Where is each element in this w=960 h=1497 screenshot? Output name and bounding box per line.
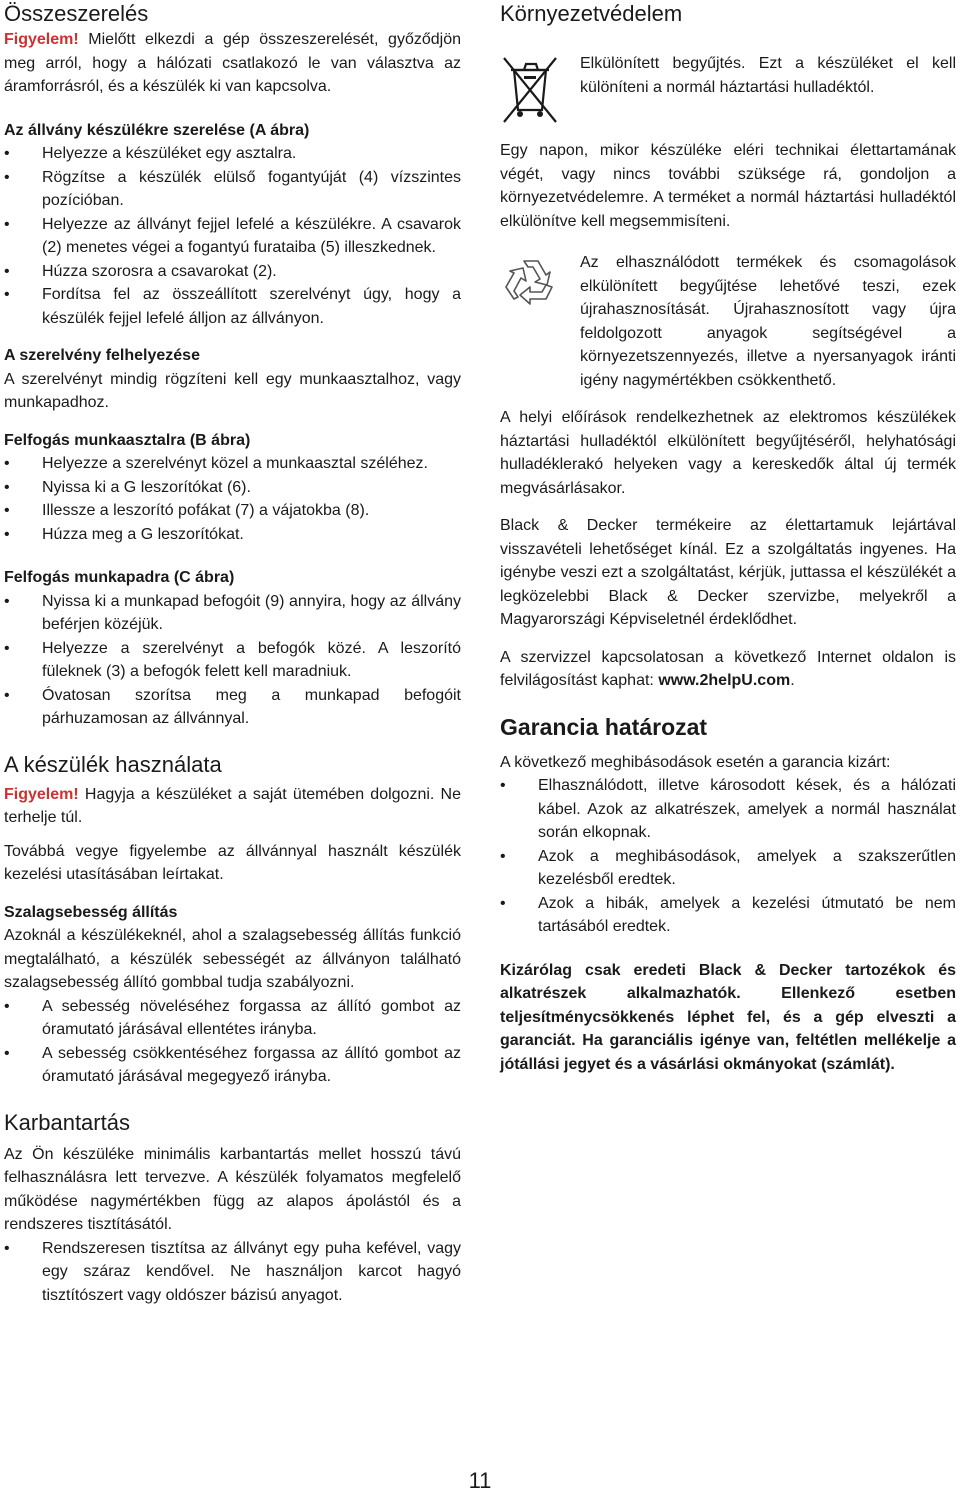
environment-text-1: Egy napon, mikor készüléke eléri technikai élettartamának végét, vagy nincs további szüksége rá, gondoljon a környezetvédelemre. A terméket a normál háztartási hulladéktól elkülönítve kell megsemmisíteni.	[500, 142, 956, 230]
environment-text-4	[500, 646, 956, 693]
table-heading: Felfogás munkaasztalra (B ábra)	[4, 431, 251, 449]
list-item: • Rendszeresen tisztítsa az állványt egy puha kefével, vagy egy száraz kendővel. Ne használjon karcot hagyó tisztítószert vagy oldószer bázisú anyagot.	[4, 1237, 461, 1308]
list-item: • Nyissa ki a munkapad befogóit (9) annyira, hogy az állvány beférjen közéjük.	[4, 590, 461, 637]
list-item: • Helyezze az állványt fejjel lefelé a készülékre. A csavarok (2) menetes végei a fogantyú furataiba (5) illeszkednek.	[4, 213, 461, 260]
list-item: • Fordítsa fel az összeállított szerelvényt úgy, hogy a készülék fejjel lefelé álljon az állványon.	[4, 283, 461, 330]
use-title: A készülék használata	[4, 751, 222, 777]
list-item: • Rögzítse a készülék elülső fogantyúját (4) vízszintes pozícióban.	[4, 166, 461, 213]
warning-label: Figyelem!	[4, 785, 79, 803]
right-column	[500, 0, 956, 1076]
period: .	[790, 672, 795, 689]
use-warning	[4, 783, 461, 830]
environment-title: Környezetvédelem	[500, 1, 683, 26]
table-list	[4, 452, 461, 546]
warranty-intro: A következő meghibásodások esetén a garancia kizárt:	[500, 753, 891, 771]
warranty-title: Garancia határozat	[500, 713, 708, 740]
list-item: • A sebesség növeléséhez forgassa az állító gombot az óramutató járásával ellentétes irányba.	[4, 995, 461, 1042]
assembly-title: Összeszerelés	[4, 1, 149, 26]
maintenance-title: Karbantartás	[4, 1109, 130, 1135]
environment-text-3: Black & Decker termékeire az élettartamuk lejártával visszavételi lehetőséget kínál. Ez a szolgáltatás ingyenes. Ha igénybe veszi ezt a szolgáltatást, kérjük, juttassa el készülékét a legközelebbi Black & Decker szervizbe, melyekről a Magyarországi Képviseletnél érdeklődhet.	[500, 517, 956, 628]
service-text: A szervizzel kapcsolatosan a következő Internet oldalon is felvilágosítást kaphat:	[500, 648, 956, 689]
speed-text: Azoknál a készülékeknél, ahol a szalagsebesség állítás funkció megtalálható, a készülék sebességét az állványon található szalagsebesség állító gombbal tudja szabályozni.	[4, 927, 461, 991]
warning-text: Hagyja a készüléket a saját ütemében dolgozni. Ne terhelje túl.	[4, 785, 461, 826]
weee-block	[500, 52, 956, 99]
service-link[interactable]: www.2helpU.com	[658, 672, 791, 689]
stand-list	[4, 142, 461, 330]
mount-heading: A szerelvény felhelyezése	[4, 347, 200, 364]
speed-list	[4, 995, 461, 1089]
left-column	[4, 0, 461, 1307]
environment-text-2: A helyi előírások rendelkezhetnek az elektromos készülékek háztartási hulladéktól elkülönített begyűjtéséről, helyhatósági hulladéklerakó helyeken vagy a kereskedők által új termék megvásárlásakor.	[500, 409, 956, 497]
crossed-out-wheelie-bin-icon	[500, 52, 562, 134]
bench-heading: Felfogás munkapadra (C ábra)	[4, 569, 235, 586]
use-text: Továbbá vegye figyelembe az állvánnyal használt készülék kezelési utasításában leírtakat.	[4, 842, 461, 883]
maintenance-list	[4, 1237, 461, 1308]
recycle-text: Az elhasználódott termékek és csomagolások elkülönített begyűjtése lehetővé teszi, ezek újrahasznosítását. Újrahasznosított vagy újra feldolgozott anyagok segítségével a környezetszennyezés, illetve a nyersanyagok iránti igény nagymértékben csökkenthető.	[580, 254, 956, 389]
page-number: 11	[468, 1468, 492, 1493]
recycle-block	[500, 251, 956, 392]
list-item: • Helyezze a szerelvényt a befogók közé. A leszorító füleknek (3) a befogók felett kell maradniuk.	[4, 637, 461, 684]
list-item: • Húzza szorosra a csavarokat (2).	[4, 260, 461, 284]
list-item: • Helyezze a szerelvényt közel a munkaasztal széléhez.	[4, 452, 461, 476]
warning-text: Mielőtt elkezdi a gép összeszerelését, győződjön meg arról, hogy a hálózati csatlakozó le van választva az áramforrásról, és a készülék ki van kapcsolva.	[4, 31, 461, 95]
weee-text: Elkülönített begyűjtés. Ezt a készüléket el kell különíteni a normál háztartási hulladéktól.	[580, 55, 956, 96]
mount-text: A szerelvényt mindig rögzíteni kell egy munkaasztalhoz, vagy munkapadhoz.	[4, 370, 461, 411]
list-item: • Illessze a leszorító pofákat (7) a vájatokba (8).	[4, 499, 461, 523]
warning-label: Figyelem!	[4, 31, 79, 48]
list-item: • Elhasználódott, illetve károsodott kések, és a hálózati kábel. Azok az alkatrészek, amelyek a normál használat során elkopnak.	[500, 774, 956, 845]
speed-heading: Szalagsebesség állítás	[4, 903, 178, 921]
list-item: • Helyezze a készüléket egy asztalra.	[4, 142, 461, 166]
maintenance-text: Az Ön készüléke minimális karbantartás mellet hosszú távú felhasználásra lett tervezve. A készülék folyamatos megfelelő működése nagymértékben függ az alapos ápolástól és a rendszeres tisztításától.	[4, 1145, 461, 1233]
list-item: • Óvatosan szorítsa meg a munkapad befogóit párhuzamosan az állvánnyal.	[4, 684, 461, 731]
assembly-warning	[4, 28, 461, 99]
warranty-list	[500, 774, 956, 939]
list-item: • A sebesség csökkentéséhez forgassa az állító gombot az óramutató járásával megegyező irányba.	[4, 1042, 461, 1089]
warranty-bold-text: Kizárólag csak eredeti Black & Decker tartozékok és alkatrészek alkalmazhatók. Ellenkező esetben teljesítménycsökkenés léphet fel, és a gép elveszti a garanciát. Ha garanciális igénye van, feltétlen mellékelje a jótállási jegyet és a vásárlási okmányokat (számlát).	[500, 961, 956, 1073]
recycling-arrows-icon	[500, 255, 562, 319]
list-item: • Azok a hibák, amelyek a kezelési útmutató be nem tartásából eredtek.	[500, 892, 956, 939]
stand-heading: Az állvány készülékre szerelése (A ábra)	[4, 121, 310, 139]
list-item: • Azok a meghibásodások, amelyek a szakszerűtlen kezelésből eredtek.	[500, 845, 956, 892]
bench-list	[4, 590, 461, 731]
list-item: • Nyissa ki a G leszorítókat (6).	[4, 476, 461, 500]
list-item: • Húzza meg a G leszorítókat.	[4, 523, 461, 547]
